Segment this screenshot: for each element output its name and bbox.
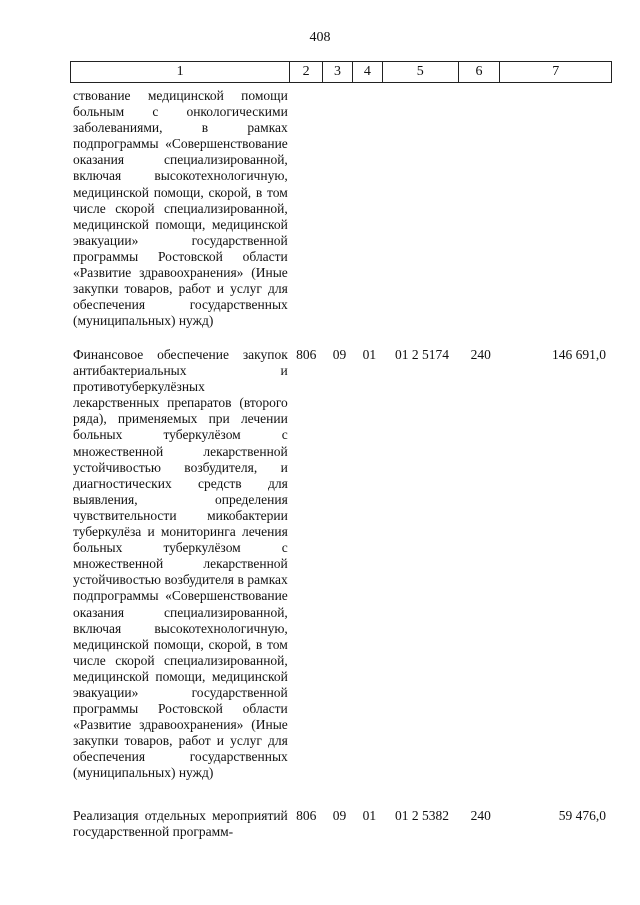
row-col-5: 01 2 5174 [395,347,450,362]
table-header [70,61,612,83]
row-col-2: 806 [296,808,317,823]
header-col-1: 1 [71,62,290,82]
table-row [70,808,612,840]
header-col-3: 3 [323,62,353,82]
table-row [70,88,612,329]
row-col-5: 01 2 5382 [395,808,450,823]
row-description: ствование медицинской помощи больным с онкологическими заболеваниями, в рамках подпрограммы «Совершенствование оказания специализированной, включая высокотехнологичную, медицинской помощи, скорой, в том числе скорой специализированной, медицинской помощи, медицинской эвакуации» государственной программы Ростовской области «Развитие здравоохранения» (Иные закупки товаров, работ и услуг для обеспечения государственных (муниципальных) нужд) [73,88,288,329]
row-col-2 [288,88,325,329]
table-row [70,347,612,782]
row-col-6: 240 [470,347,491,362]
row-col-6: 240 [470,808,491,823]
row-col-3: 09 [332,808,347,823]
row-col-6 [460,88,502,329]
header-col-6: 6 [459,62,501,82]
header-col-2: 2 [290,62,323,82]
row-col-2: 806 [296,347,317,362]
row-col-7: 146 691,0 [552,347,606,362]
header-col-7: 7 [552,64,560,79]
row-col-4 [354,88,384,329]
row-col-4: 01 [362,347,377,362]
row-description: Реализация отдельных мероприятий государственной программ- [73,808,288,840]
row-col-7: 59 476,0 [558,808,606,823]
row-col-3 [325,88,355,329]
row-description: Финансовое обеспечение закупок антибактериальных и противотуберкулёзных лекарственных препаратов (второго ряда), применяемых при лечении больных туберкулёзом с множественной лекарственной устойчивостью возбудителя, и диагностических средств для выявления, определения чувствительности микобактерии туберкулёза и мониторинга лечения больных туберкулёзом с множественной лекарственной устойчивостью возбудителя в рамках подпрограммы «Совершенствование оказания специализированной, включая высокотехнологичную, медицинской помощи, скорой, в том числе скорой специализированной, медицинской помощи, медицинской эвакуации» государственной программы Ростовской области «Развитие здравоохранения» (Иные закупки товаров, работ и услуг для обеспечения государственных (муниципальных) нужд) [73,347,288,781]
row-col-5 [384,88,460,329]
page-number: 408 [309,30,331,45]
row-col-7 [502,88,612,329]
row-col-3: 09 [332,347,347,362]
header-col-4: 4 [353,62,383,82]
row-col-4: 01 [362,808,377,823]
header-col-5: 5 [383,62,459,82]
